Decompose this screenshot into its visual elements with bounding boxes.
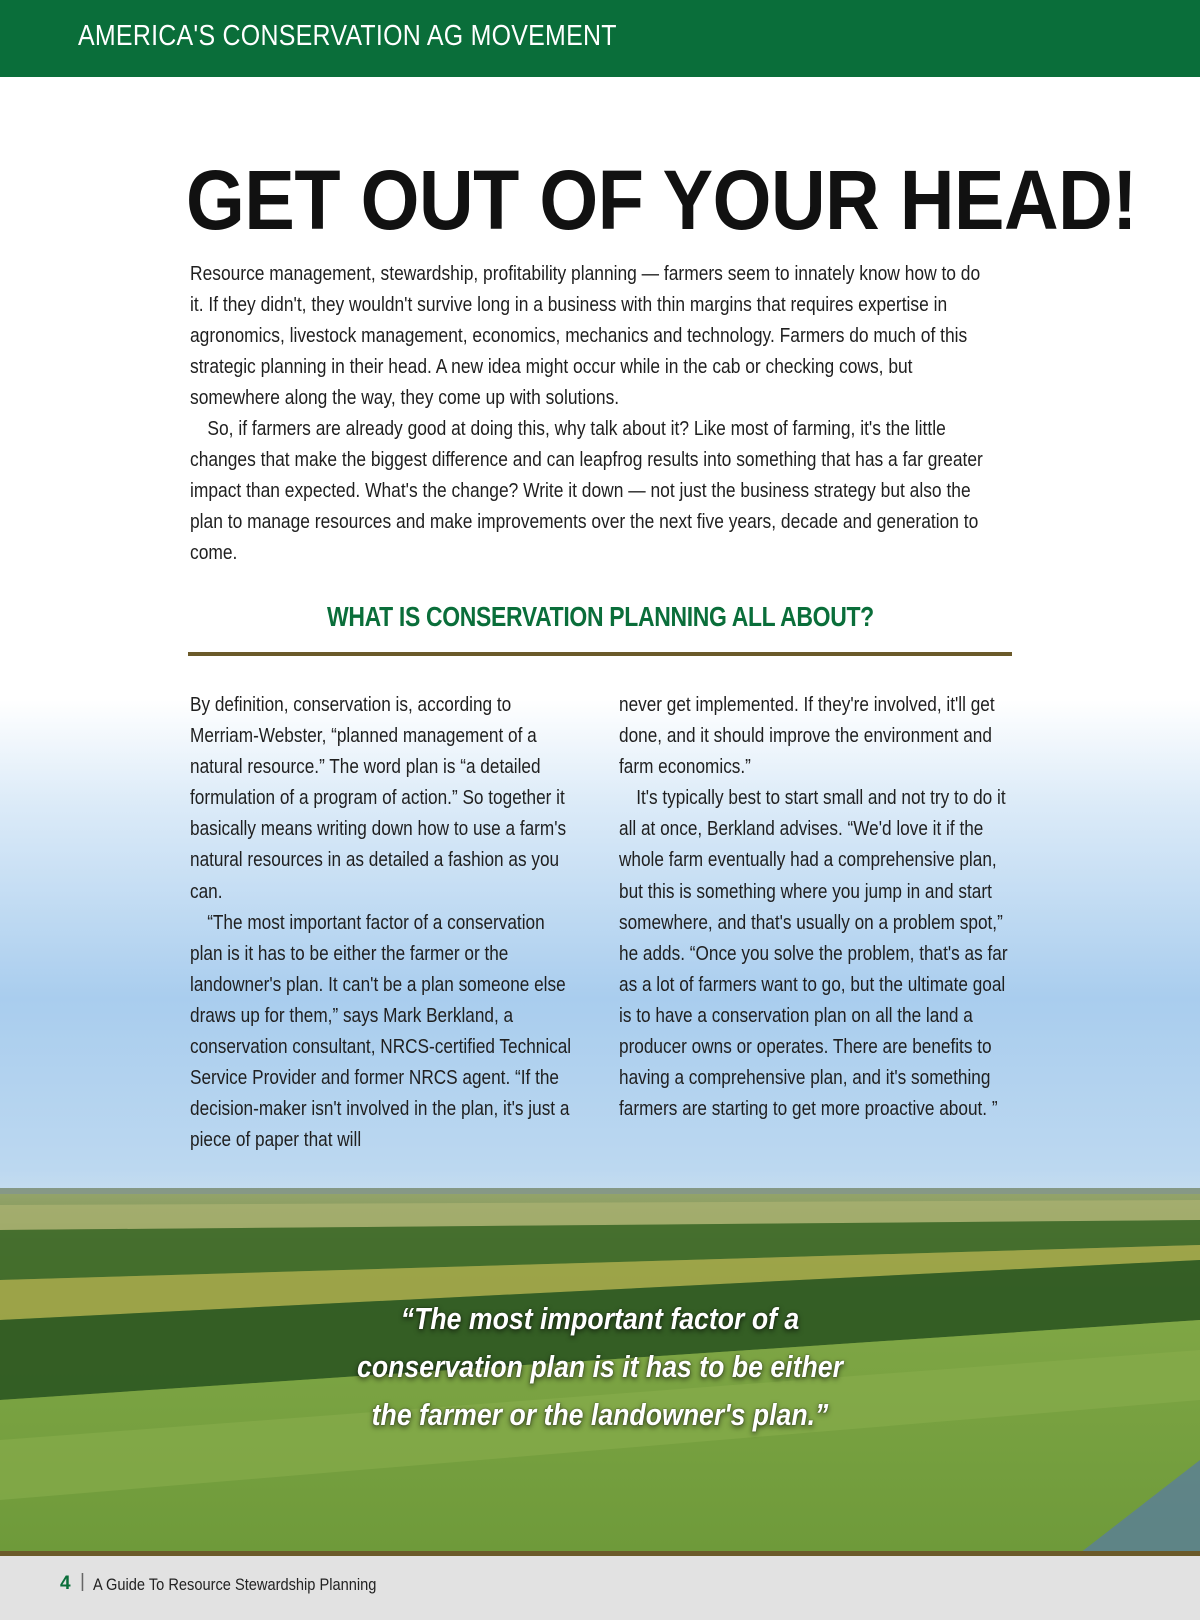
body-paragraph: never get implemented. If they're involved, it'll get done, and it should improve the environment and farm economics.” (619, 694, 995, 779)
section-label: AMERICA'S CONSERVATION AG MOVEMENT (78, 20, 617, 52)
footer-separator: | (80, 1571, 85, 1592)
left-column (190, 690, 577, 1156)
article-title: GET OUT OF YOUR HEAD! (186, 153, 1137, 247)
pull-quote-text: “The most important factor of a conservation plan is it has to be either the farmer or the landowner's plan.” (357, 1301, 843, 1432)
body-paragraph: “The most important factor of a conservation plan is it has to be either the farmer or the landowner's plan. It can't be a plan someone else draws up for them,” says Mark Berkland, a conservation consultant, NRCS-certified Technical Service Provider and former NRCS agent. “If the decision-maker isn't involved in the plan, it's just a piece of paper that will (190, 911, 572, 1152)
body-paragraph: By definition, conservation is, according to Merriam-Webster, “planned management of a natural resource.” The word plan is “a detailed formulation of a program of action.” So together it basically means writing down how to use a farm's natural resources in as detailed a fashion as you can. (190, 694, 567, 903)
section-divider (188, 652, 1012, 656)
section-heading (188, 601, 1012, 633)
page-number: 4 (60, 1573, 71, 1594)
right-column (619, 690, 1015, 1125)
section-heading-text: WHAT IS CONSERVATION PLANNING ALL ABOUT? (326, 601, 874, 632)
publication-title: A Guide To Resource Stewardship Planning (93, 1575, 377, 1594)
intro-paragraph: Resource management, stewardship, profitability planning — farmers seem to innately know how to do it. If they didn't, they wouldn't survive long in a business with thin margins that requires expertise in agronomics, livestock management, economics, mechanics and technology. Farmers do much of this strategic planning in their head. A new idea might occur while in the cab or checking cows, but somewhere along the way, they come up with solutions. (190, 263, 981, 409)
pull-quote (300, 1295, 900, 1439)
intro-paragraph: So, if farmers are already good at doing this, why talk about it? Like most of farming, it's the little changes that make the biggest difference and can leapfrog results into something that has a far greater impact than expected. What's the change? Write it down — not just the business strategy but also the plan to manage resources and make improvements over the next five years, decade and generation to come. (190, 418, 983, 564)
intro-text (190, 259, 990, 569)
body-paragraph: It's typically best to start small and not try to do it all at once, Berkland advises. “We'd love it if the whole farm eventually had a comprehensive plan, but this is something where you jump in and start somewhere, and that's usually on a problem spot,” he adds. “Once you solve the problem, that's as far as a lot of farmers want to go, but the ultimate goal is to have a conservation plan on all the land a producer owns or operates. There are benefits to having a comprehensive plan, and it's something farmers are starting to get more proactive about. ” (619, 787, 1008, 1121)
